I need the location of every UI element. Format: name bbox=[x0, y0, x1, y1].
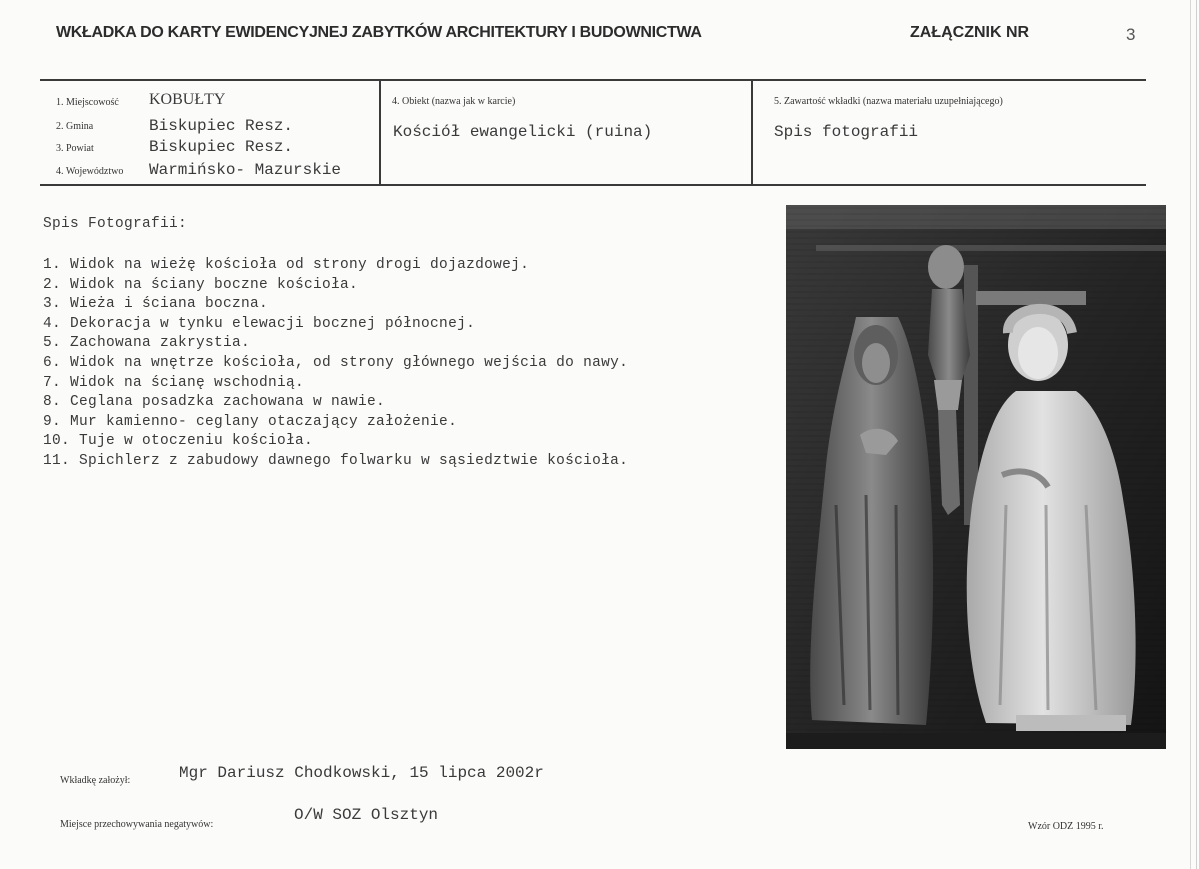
commune-label: 2. Gmina bbox=[56, 121, 94, 132]
list-item: 9. Mur kamienno- ceglany otaczający założenie. bbox=[43, 413, 458, 430]
photo-list bbox=[43, 256, 628, 472]
scan-edge-line bbox=[1196, 0, 1197, 869]
object-label: 4. Obiekt (nazwa jak w karcie) bbox=[392, 96, 516, 107]
list-item: 8. Ceglana posadzka zachowana w nawie. bbox=[43, 394, 386, 411]
county-value: Biskupiec Resz. bbox=[149, 138, 294, 156]
storage-value: O/W SOZ Olsztyn bbox=[294, 806, 439, 824]
storage-label: Miejsce przechowywania negatywów: bbox=[60, 819, 214, 830]
list-item: 4. Dekoracja w tynku elewacji bocznej północnej. bbox=[43, 315, 476, 332]
list-item: 1. Widok na wieżę kościoła od strony drogi dojazdowej. bbox=[43, 257, 530, 273]
locality-value: KOBUŁTY bbox=[149, 91, 226, 108]
list-item: 10. Tuje w otoczeniu kościoła. bbox=[43, 433, 314, 450]
sculpture-photo bbox=[786, 205, 1166, 749]
form-bottom-rule bbox=[40, 184, 1146, 186]
list-item: 7. Widok na ścianę wschodnią. bbox=[43, 374, 305, 391]
form-top-rule bbox=[40, 79, 1146, 81]
founder-value: Mgr Dariusz Chodkowski, 15 lipca 2002r bbox=[179, 764, 544, 782]
scan-edge-line bbox=[1190, 0, 1191, 869]
voivodeship-label: 4. Województwo bbox=[56, 166, 124, 177]
contents-label: 5. Zawartość wkładki (nazwa materiału uzupełniającego) bbox=[774, 96, 1003, 107]
voivodeship-value: Warmińsko- Mazurskie bbox=[149, 161, 342, 179]
photo-list-title: Spis Fotografii: bbox=[43, 216, 188, 232]
list-item: 11. Spichlerz z zabudowy dawnego folwarku w sąsiedztwie kościoła. bbox=[43, 452, 629, 469]
document-title: WKŁADKA DO KARTY EWIDENCYJNEJ ZABYTKÓW ARCHITEKTURY I BUDOWNICTWA bbox=[56, 24, 702, 41]
commune-value: Biskupiec Resz. bbox=[149, 117, 294, 135]
object-value: Kościół ewangelicki (ruina) bbox=[393, 123, 653, 141]
list-item: 5. Zachowana zakrystia. bbox=[43, 335, 251, 352]
list-item: 2. Widok na ściany boczne kościoła. bbox=[43, 276, 359, 293]
template-note: Wzór ODZ 1995 r. bbox=[1028, 821, 1104, 832]
founder-label: Wkładkę założył: bbox=[60, 775, 131, 786]
county-label: 3. Powiat bbox=[56, 143, 94, 154]
locality-label: 1. Miejscowość bbox=[56, 97, 119, 108]
form-divider-2 bbox=[751, 80, 753, 185]
contents-value: Spis fotografii bbox=[774, 123, 919, 141]
attachment-number: 3 bbox=[1126, 25, 1136, 44]
list-item: 6. Widok na wnętrze kościoła, od strony głównego wejścia do nawy. bbox=[43, 354, 629, 371]
list-item: 3. Wieża i ściana boczna. bbox=[43, 296, 269, 313]
attachment-label: ZAŁĄCZNIK NR bbox=[910, 24, 1030, 41]
form-divider-1 bbox=[379, 80, 381, 185]
